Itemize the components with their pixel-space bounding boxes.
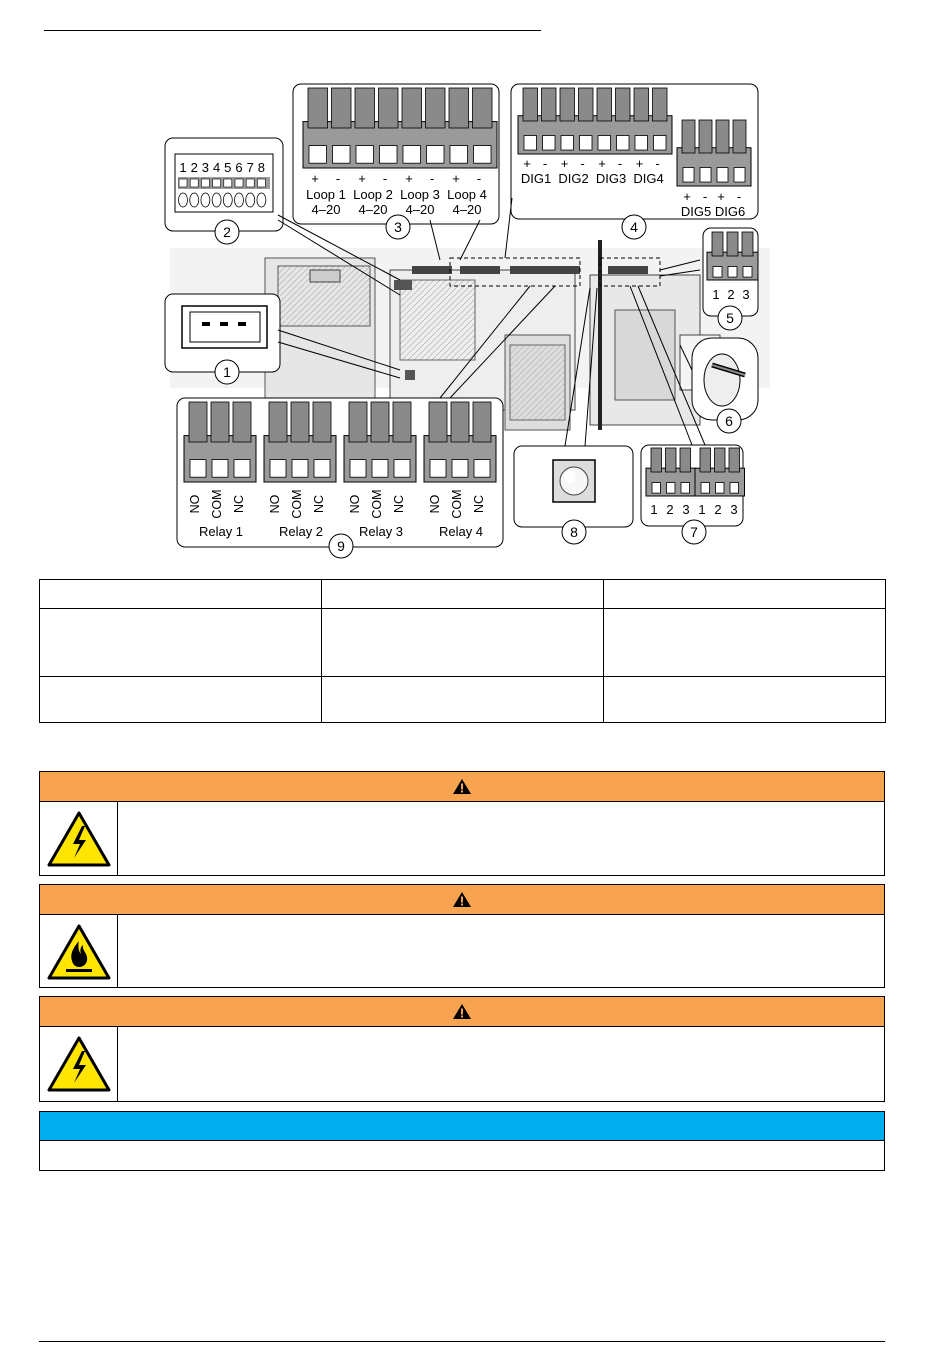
callout-number: 2 (223, 224, 231, 240)
dig-terminal-screw (654, 136, 667, 151)
dip-actuator (257, 193, 266, 207)
table-cell (40, 580, 322, 609)
three-pin-terminal-screw (728, 267, 737, 278)
relay-detail (177, 398, 503, 547)
loop-terminal-screw (309, 146, 327, 164)
three-pin-terminal-screw (730, 483, 739, 494)
relay-terminal-screw (430, 460, 446, 478)
pin-number: 2 (666, 502, 674, 517)
dip-actuator (235, 193, 244, 207)
relay-terminal-pin (291, 402, 309, 442)
loop-terminal-pin (308, 88, 328, 128)
loop-range: 4–20 (405, 202, 435, 217)
dig-small-terminal-screw (717, 168, 728, 183)
relay-terminal-screw (314, 460, 330, 478)
polarity-minus: - (702, 189, 708, 204)
fire-hazard-icon (46, 923, 112, 981)
relay-pin-label: COM (210, 489, 224, 519)
relay-terminal-pin (313, 402, 331, 442)
polarity-minus: - (580, 156, 585, 171)
warning-icon-cell (40, 915, 118, 988)
cable-gland-detail (692, 338, 758, 420)
table-row (40, 677, 886, 723)
dip-switch-number: 3 (201, 160, 210, 175)
polarity-minus: - (429, 171, 435, 186)
electrical-hazard-icon (46, 1035, 112, 1093)
warning-box-electrical-2 (39, 996, 885, 1102)
relay-pin-label: COM (450, 489, 464, 519)
callout-number: 6 (725, 413, 733, 429)
dig-terminal-pin (597, 88, 612, 121)
dip-switch-number: 5 (224, 160, 232, 175)
table-cell (322, 677, 604, 723)
three-pin-terminal-screw (701, 483, 710, 494)
dig-terminal-pin (579, 88, 594, 121)
loop-terminal-screw (380, 146, 398, 164)
relay-terminal-pin (349, 402, 367, 442)
pin-number: 3 (682, 502, 690, 517)
loop-terminal-pin (332, 88, 352, 128)
dip-actuator (223, 193, 232, 207)
relay-pin-label: COM (370, 489, 384, 519)
loop-terminal-pin (402, 88, 422, 128)
table-cell (604, 580, 886, 609)
table-cell (322, 609, 604, 677)
dig-small-terminal-pin (733, 120, 746, 153)
warning-triangle-icon (452, 778, 472, 795)
notice-header (40, 1112, 884, 1141)
table-cell (40, 609, 322, 677)
dip-switch (257, 179, 265, 187)
three-pin-terminal-pin (712, 232, 723, 256)
loop-terminal-pin (379, 88, 399, 128)
dig-name: DIG1 (520, 171, 552, 186)
callout-number: 3 (394, 219, 402, 235)
dig-terminal-screw (580, 136, 593, 151)
polarity-plus: + (560, 156, 569, 171)
three-pin-terminal-pin (729, 448, 740, 472)
dig-name: DIG6 (714, 204, 746, 219)
dig-terminal-screw (543, 136, 556, 151)
three-pin-terminal-screw (713, 267, 722, 278)
dig-terminal-pin (560, 88, 575, 121)
relay-terminal-pin (393, 402, 411, 442)
legend-table (39, 579, 886, 723)
pin-number: 2 (727, 287, 735, 302)
relay-terminal-screw (292, 460, 308, 478)
dig-small-terminal-pin (699, 120, 712, 153)
footer-rule (39, 1341, 885, 1342)
three-pin-terminal-screw (716, 483, 725, 494)
loop-terminal-screw (333, 146, 351, 164)
warning-icon-cell (40, 1027, 118, 1102)
pin-number: 3 (730, 502, 738, 517)
dig-name: DIG5 (680, 204, 712, 219)
relay-pin-label: NC (312, 494, 326, 514)
three-pin-terminal-screw (743, 267, 752, 278)
polarity-plus: + (683, 189, 691, 204)
relay-pin-label: NO (428, 494, 442, 514)
relay-terminal-pin (451, 402, 469, 442)
dig-terminal-pin (653, 88, 668, 121)
table-cell (604, 609, 886, 677)
relay-name: Relay 4 (438, 524, 484, 539)
dig-terminal-pin (542, 88, 557, 121)
push-button-detail (514, 446, 633, 527)
relay-terminal-pin (473, 402, 491, 442)
relay-pin-label: NO (188, 494, 202, 514)
dig-small-terminal-screw (700, 168, 711, 183)
dip-switch (235, 179, 243, 187)
relay-name: Relay 2 (278, 524, 324, 539)
polarity-minus: - (655, 156, 660, 171)
polarity-plus: + (405, 171, 413, 186)
dip-switch-number: 1 (179, 160, 187, 175)
three-pin-terminal-pin (680, 448, 691, 472)
warning-header (40, 885, 884, 915)
polarity-minus: - (617, 156, 623, 171)
relay-name: Relay 1 (198, 524, 244, 539)
loop-terminal-pin (449, 88, 469, 128)
relay-pin-label: COM (290, 489, 304, 519)
dig-small-terminal-screw (734, 168, 745, 183)
loop-terminal-pin (426, 88, 446, 128)
dip-switch-number: 2 (190, 160, 198, 175)
dip-switch (224, 179, 232, 187)
warning-header (40, 772, 884, 802)
header-rule (44, 30, 541, 31)
loop-terminal-screw (403, 146, 421, 164)
relay-terminal-screw (270, 460, 286, 478)
dip-switch-detail (165, 138, 283, 231)
relay-terminal-pin (269, 402, 287, 442)
loop-terminal-pin (355, 88, 375, 128)
relay-pin-label: NC (472, 494, 486, 514)
dig-terminal-screw (617, 136, 630, 151)
polarity-minus: - (542, 156, 548, 171)
relay-terminal-pin (211, 402, 229, 442)
relay-terminal-screw (372, 460, 388, 478)
dip-switch (179, 179, 187, 187)
pin-number: 1 (712, 287, 720, 302)
relay-pin-label: NO (348, 494, 362, 514)
controller-wiring-figure (160, 80, 780, 570)
warning-body (40, 915, 884, 988)
pin-number: 2 (714, 502, 722, 517)
polarity-minus: - (382, 171, 388, 186)
callout-number: 7 (690, 524, 698, 540)
loop-terminal-screw (356, 146, 374, 164)
loop-range: 4–20 (311, 202, 341, 217)
analog-output-detail (293, 84, 499, 224)
power-connector-detail (165, 294, 280, 372)
relay-terminal-pin (233, 402, 251, 442)
dip-switch (190, 179, 198, 187)
relay-terminal-pin (429, 402, 447, 442)
warning-body (40, 1027, 884, 1102)
warning-triangle-icon (452, 891, 472, 908)
polarity-plus: + (452, 171, 460, 186)
dig-small-terminal-screw (683, 168, 694, 183)
warning-triangle-icon (452, 1003, 472, 1020)
polarity-plus: + (523, 156, 531, 171)
notice-box (39, 1111, 885, 1171)
dip-switch-number: 4 (212, 160, 221, 175)
dip-switch (201, 179, 209, 187)
pin-number: 3 (742, 287, 750, 302)
three-pin-pair-detail-7 (641, 445, 745, 526)
polarity-plus: + (717, 189, 725, 204)
loop-terminal-screw (427, 146, 445, 164)
relay-pin-label: NC (232, 494, 246, 514)
dip-switch (213, 179, 221, 187)
dip-switch-number: 8 (257, 160, 266, 175)
table-cell (40, 677, 322, 723)
three-pin-terminal-screw (652, 483, 661, 494)
dip-switch-number: 6 (235, 160, 243, 175)
polarity-plus: + (358, 171, 366, 186)
callout-number: 5 (726, 310, 734, 326)
loop-name: Loop 4 (447, 187, 487, 202)
relay-terminal-screw (394, 460, 410, 478)
loop-name: Loop 2 (353, 187, 393, 202)
loop-range: 4–20 (452, 202, 482, 217)
three-pin-terminal-screw (667, 483, 676, 494)
three-pin-terminal-pin (742, 232, 753, 256)
callout-number: 9 (337, 538, 345, 554)
callout-number: 8 (570, 524, 578, 540)
warning-body (40, 802, 884, 876)
callout-number: 4 (630, 219, 638, 235)
loop-terminal-screw (474, 146, 492, 164)
polarity-minus: - (476, 171, 482, 186)
dip-switch-number: 7 (246, 160, 254, 175)
relay-terminal-screw (474, 460, 490, 478)
relay-name: Relay 3 (358, 524, 404, 539)
polarity-plus: + (598, 156, 606, 171)
dig-small-terminal-pin (716, 120, 729, 153)
loop-name: Loop 3 (400, 187, 440, 202)
three-pin-terminal-pin (727, 232, 738, 256)
three-pin-terminal-pin (700, 448, 711, 472)
dig-terminal-body (518, 116, 672, 154)
relay-terminal-pin (371, 402, 389, 442)
pin-number: 1 (698, 502, 706, 517)
dig-name: DIG4 (633, 171, 664, 186)
digital-input-detail (511, 84, 758, 219)
dig-terminal-pin (523, 88, 538, 121)
dip-actuator (201, 193, 210, 207)
dip-switch (246, 179, 254, 187)
relay-terminal-screw (190, 460, 206, 478)
dig-small-terminal-pin (682, 120, 695, 153)
pin-number: 1 (650, 502, 658, 517)
dig-name: DIG2 (558, 171, 589, 186)
dig-terminal-pin (616, 88, 631, 121)
table-cell (604, 677, 886, 723)
loop-name: Loop 1 (306, 187, 346, 202)
polarity-plus: + (311, 171, 319, 186)
dip-actuator (190, 193, 199, 207)
relay-pin-label: NO (268, 494, 282, 514)
polarity-minus: - (335, 171, 341, 186)
relay-terminal-pin (189, 402, 207, 442)
table-row (40, 609, 886, 677)
dig-terminal-screw (598, 136, 611, 151)
three-pin-detail-5 (703, 228, 758, 316)
warning-icon-cell (40, 802, 118, 876)
dip-actuator (212, 193, 221, 207)
dig-terminal-screw (635, 136, 648, 151)
dig-terminal-pin (634, 88, 649, 121)
table-row (40, 580, 886, 609)
three-pin-terminal-pin (715, 448, 726, 472)
polarity-plus: + (635, 156, 644, 171)
dig-terminal-screw (561, 136, 574, 151)
polarity-minus: - (736, 189, 742, 204)
three-pin-terminal-pin (651, 448, 662, 472)
electrical-hazard-icon (46, 810, 112, 868)
warning-box-electrical-1 (39, 771, 885, 876)
relay-terminal-screw (234, 460, 250, 478)
loop-terminal-screw (450, 146, 468, 164)
dig-terminal-screw (524, 136, 537, 151)
relay-terminal-screw (452, 460, 468, 478)
three-pin-terminal-pin (666, 448, 677, 472)
three-pin-terminal-screw (681, 483, 690, 494)
relay-pin-label: NC (392, 494, 406, 514)
dig-name: DIG3 (595, 171, 627, 186)
table-cell (322, 580, 604, 609)
loop-range: 4–20 (358, 202, 388, 217)
dip-actuator (179, 193, 188, 207)
relay-terminal-screw (350, 460, 366, 478)
warning-box-fire (39, 884, 885, 988)
dip-actuator (246, 193, 255, 207)
loop-terminal-pin (473, 88, 493, 128)
callout-number: 1 (223, 364, 231, 380)
relay-terminal-screw (212, 460, 228, 478)
warning-header (40, 997, 884, 1027)
